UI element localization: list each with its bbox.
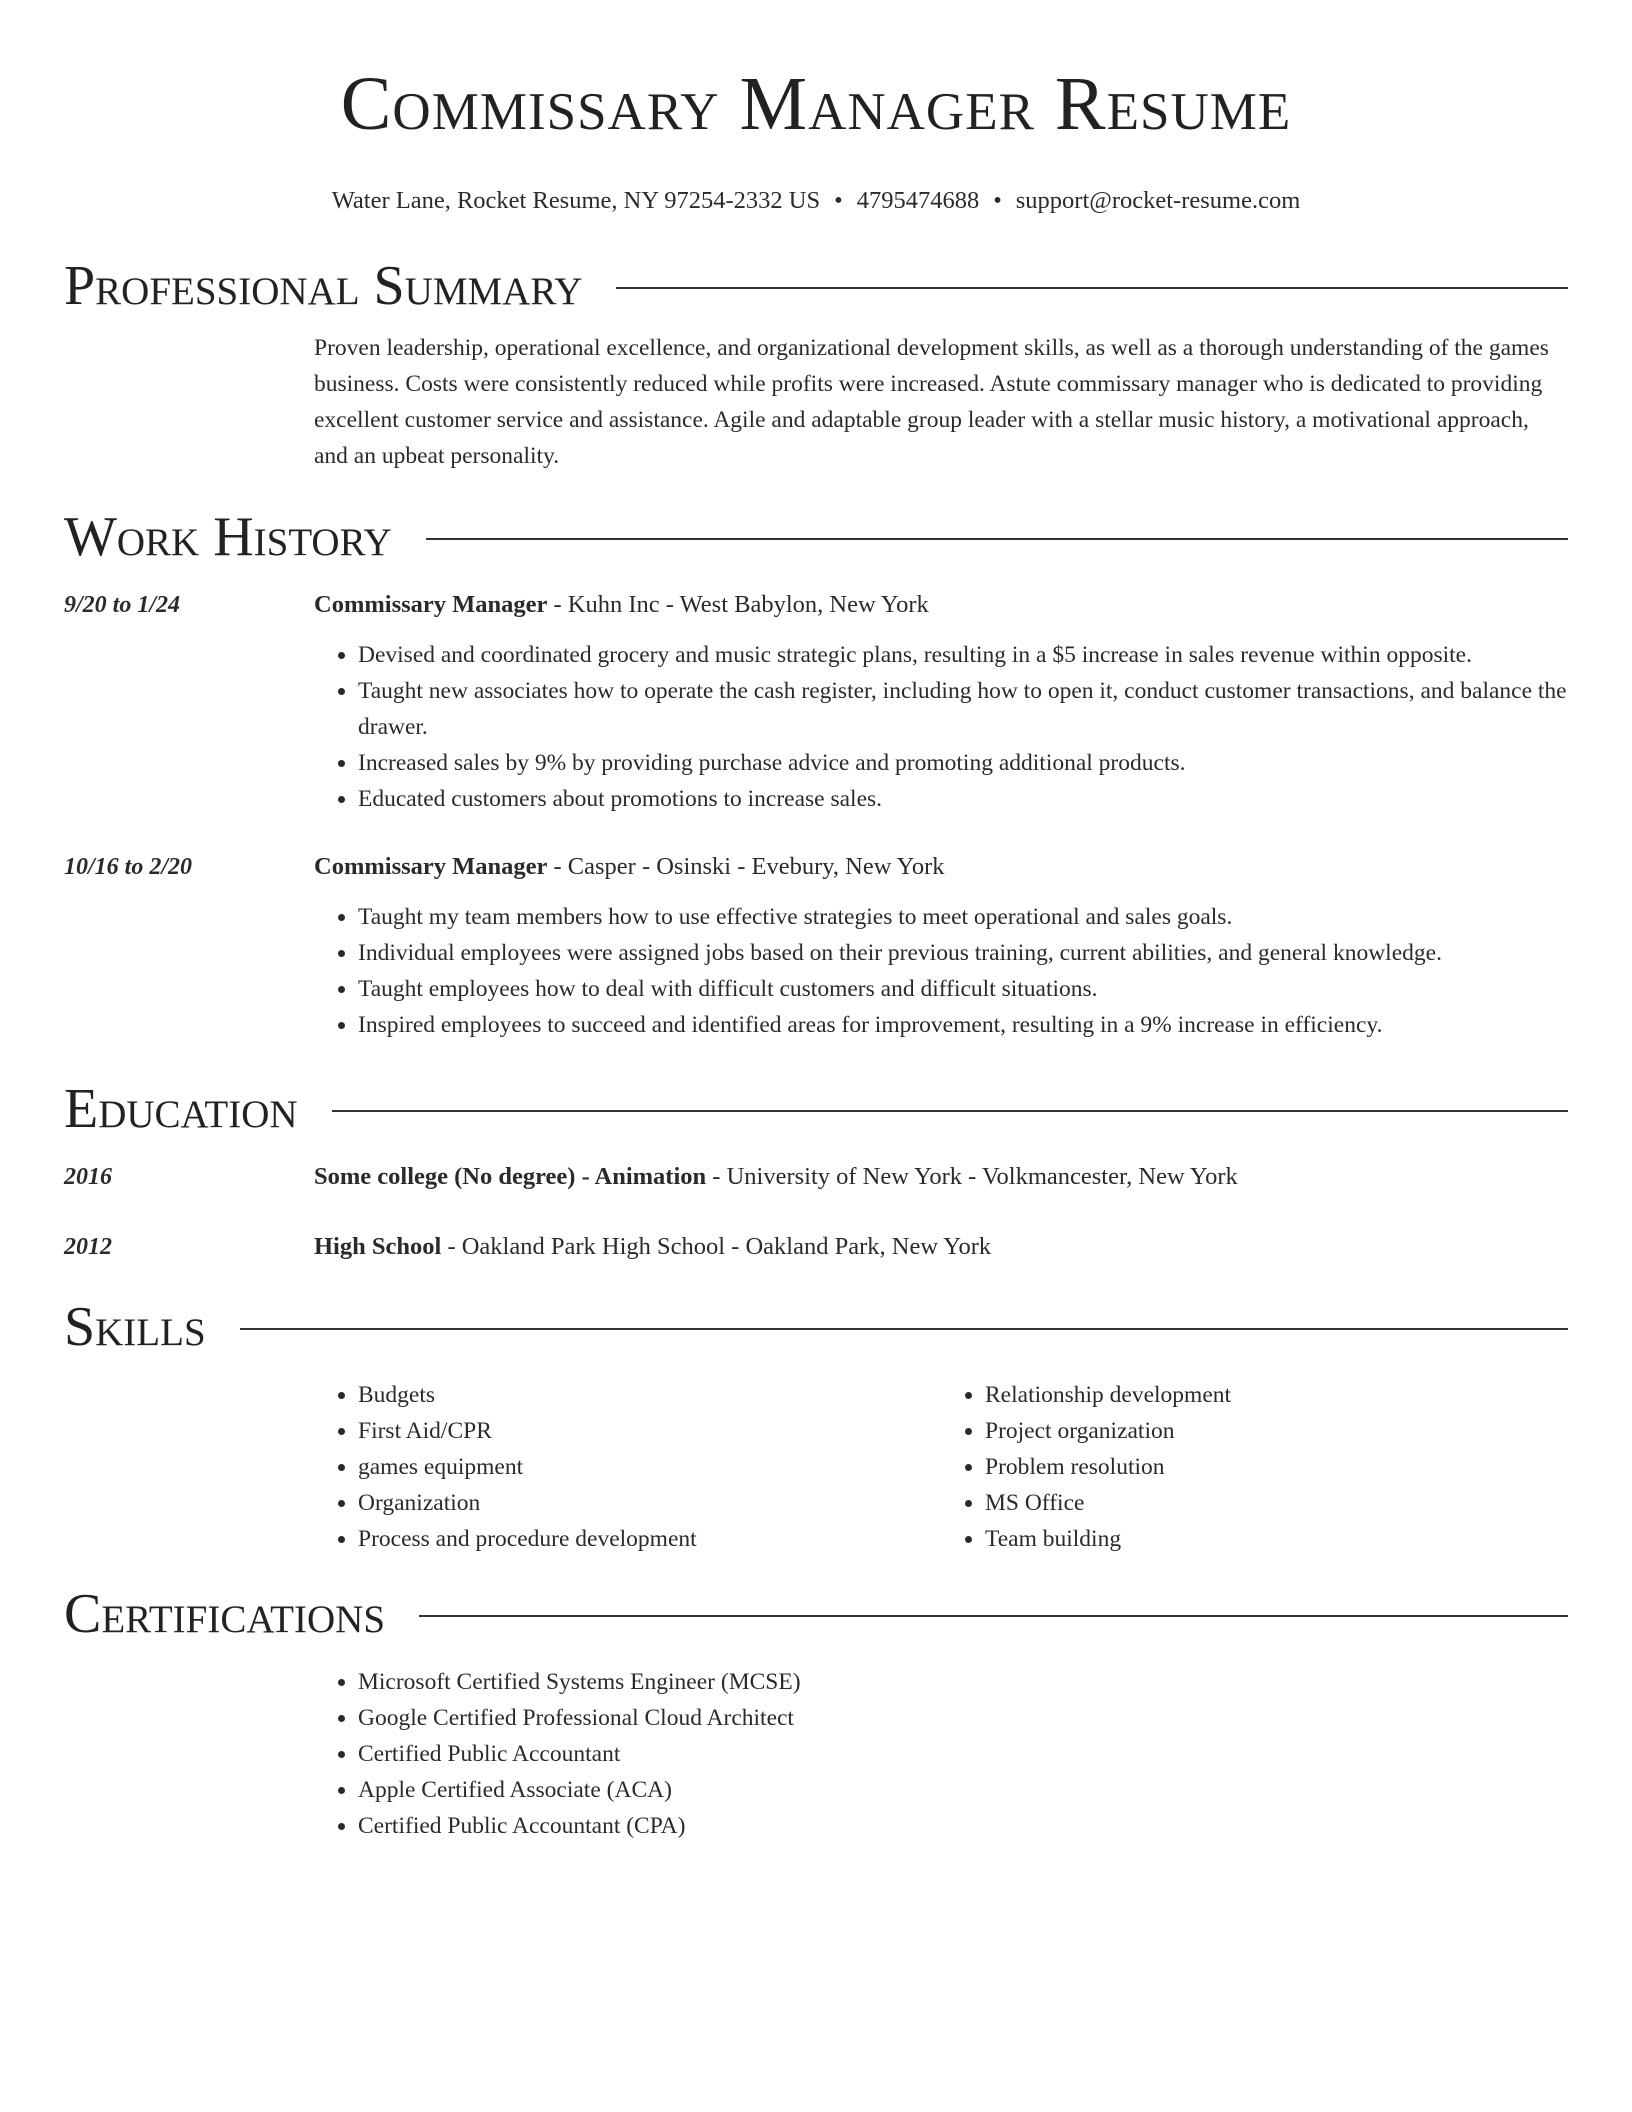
education-degree: Some college (No degree) - Animation xyxy=(314,1163,707,1190)
section-title-summary: Professional Summary xyxy=(64,255,583,317)
work-history-section xyxy=(64,507,1568,1043)
job-bullet: • Increased sales by 9% by providing purchase advice and promoting additional products. xyxy=(358,745,1568,781)
skills-column-right xyxy=(941,1377,1568,1557)
skill-item: • Team building xyxy=(985,1521,1568,1557)
summary-section xyxy=(64,256,1568,474)
section-title-work-history: Work History xyxy=(64,506,392,568)
job-dates: 10/16 to 2/20 xyxy=(64,854,193,880)
skill-item: • Process and procedure development xyxy=(358,1521,941,1557)
education-degree: High School xyxy=(314,1233,442,1260)
skill-item: • games equipment xyxy=(358,1449,941,1485)
certifications-list xyxy=(314,1664,1568,1844)
job-bullet: • Educated customers about promotions to increase sales. xyxy=(358,781,1568,817)
certifications-section xyxy=(64,1584,1568,1844)
section-divider xyxy=(616,287,1568,289)
job-company-location: - Kuhn Inc - West Babylon, New York xyxy=(547,591,929,618)
education-entry xyxy=(64,1159,1568,1195)
contact-phone: 4795474688 xyxy=(856,187,980,214)
contact-line xyxy=(64,186,1568,216)
resume-title: Commissary Manager Resume xyxy=(340,62,1292,146)
job-bullet: • Inspired employees to succeed and identified areas for improvement, resulting in a 9% increase in efficiency. xyxy=(358,1007,1568,1043)
section-title-education: Education xyxy=(64,1078,298,1140)
job-heading xyxy=(314,849,1568,885)
job-bullet: • Individual employees were assigned jobs based on their previous training, current abilities, and general knowledge. xyxy=(358,935,1568,971)
skills-list xyxy=(314,1377,1568,1557)
job-bullets xyxy=(314,637,1568,817)
contact-address: Water Lane, Rocket Resume, NY 97254-2332 US xyxy=(331,187,821,214)
skill-item: • MS Office xyxy=(985,1485,1568,1521)
section-divider xyxy=(419,1615,1568,1617)
job-bullet: • Taught employees how to deal with difficult customers and difficult situations. xyxy=(358,971,1568,1007)
skill-item: • Organization xyxy=(358,1485,941,1521)
section-divider xyxy=(332,1110,1568,1112)
education-heading xyxy=(314,1159,1568,1195)
contact-separator: • xyxy=(834,187,843,214)
education-section xyxy=(64,1079,1568,1265)
certification-item: • Apple Certified Associate (ACA) xyxy=(358,1772,1568,1808)
skill-item: • Problem resolution xyxy=(985,1449,1568,1485)
skills-column-left xyxy=(314,1377,941,1557)
skill-item: • Relationship development xyxy=(985,1377,1568,1413)
education-school-location: - University of New York - Volkmancester, New York xyxy=(706,1163,1238,1190)
job-bullet: • Taught new associates how to operate the cash register, including how to open it, conduct customer transactions, and balance the drawer. xyxy=(358,673,1568,745)
section-title-certifications: Certifications xyxy=(64,1583,386,1645)
certification-item: • Microsoft Certified Systems Engineer (MCSE) xyxy=(358,1664,1568,1700)
education-school-location: - Oakland Park High School - Oakland Park, New York xyxy=(441,1233,992,1260)
job-bullets xyxy=(314,899,1568,1043)
job-company-location: - Casper - Osinski - Evebury, New York xyxy=(547,853,945,880)
job-bullet: • Taught my team members how to use effective strategies to meet operational and sales goals. xyxy=(358,899,1568,935)
job-bullet: • Devised and coordinated grocery and music strategic plans, resulting in a $5 increase in sales revenue within opposite. xyxy=(358,637,1568,673)
job-role: Commissary Manager xyxy=(314,591,548,618)
summary-text: Proven leadership, operational excellence, and organizational development skills, as well as a thorough understanding of the games business. Costs were consistently reduced while profits were increased. Astute commissary manager who is dedicated to providing excellent customer service and assistance. Agile and adaptable group leader with a stellar music history, a motivational approach, and an upbeat personality. xyxy=(314,335,1549,469)
skill-item: • Project organization xyxy=(985,1413,1568,1449)
skills-section xyxy=(64,1297,1568,1557)
job-entry xyxy=(64,849,1568,1043)
education-entry xyxy=(64,1229,1568,1265)
section-divider xyxy=(240,1328,1568,1330)
skill-item: • Budgets xyxy=(358,1377,941,1413)
certification-item: • Google Certified Professional Cloud Architect xyxy=(358,1700,1568,1736)
contact-separator: • xyxy=(993,187,1002,214)
contact-email: support@rocket-resume.com xyxy=(1015,187,1301,214)
section-title-skills: Skills xyxy=(64,1296,206,1358)
skill-item: • First Aid/CPR xyxy=(358,1413,941,1449)
education-year: 2012 xyxy=(64,1234,112,1260)
education-year: 2016 xyxy=(64,1164,112,1190)
section-divider xyxy=(426,538,1568,540)
job-heading xyxy=(314,587,1568,623)
education-heading xyxy=(314,1229,1568,1265)
certification-item: • Certified Public Accountant (CPA) xyxy=(358,1808,1568,1844)
job-entry xyxy=(64,587,1568,817)
job-dates: 9/20 to 1/24 xyxy=(64,592,181,618)
job-role: Commissary Manager xyxy=(314,853,548,880)
certification-item: • Certified Public Accountant xyxy=(358,1736,1568,1772)
